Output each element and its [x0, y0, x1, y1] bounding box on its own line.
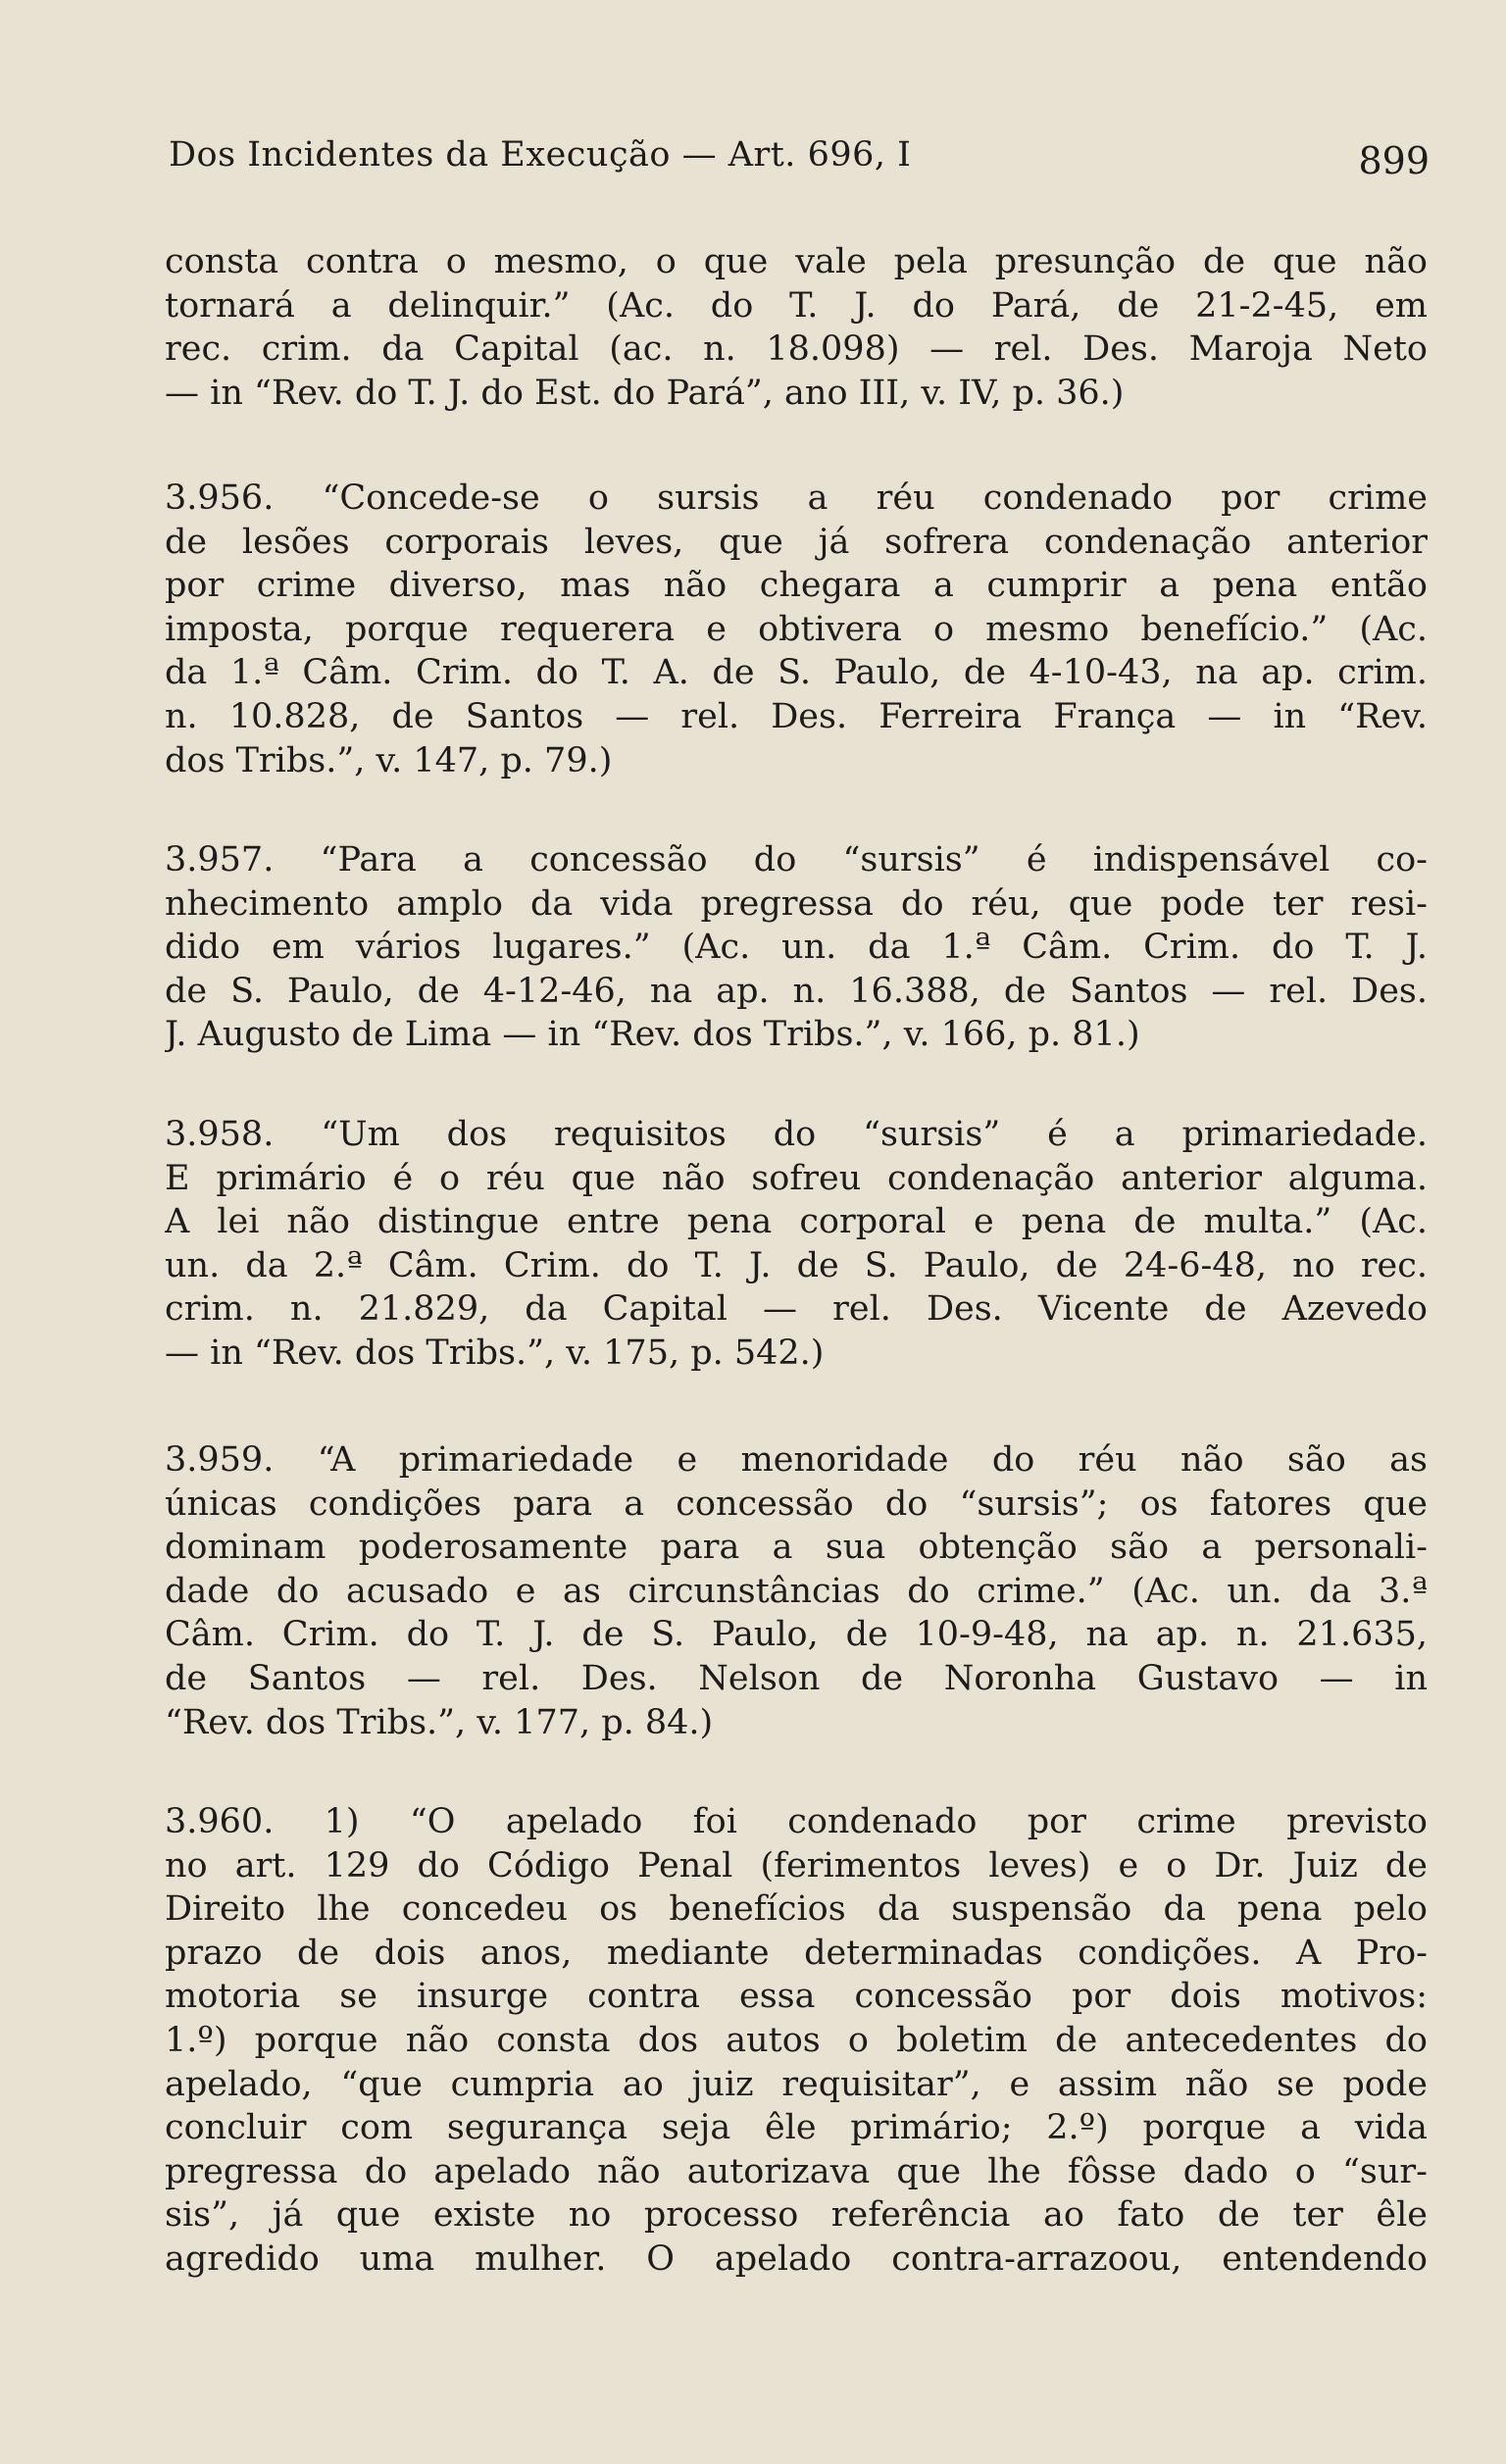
paragraph-3959 [165, 1438, 1428, 1744]
text-line: “Rev. dos Tribs.”, v. 177, p. 84.) [165, 1702, 714, 1742]
text-line: tornará a delinquir.” (Ac. do T. J. do Pará, de 21-2-45, em [165, 285, 1428, 326]
text-line: 1.º) porque não consta dos autos o boletim de antecedentes do [165, 2020, 1428, 2060]
paragraph-continuation [165, 240, 1428, 415]
text-line: A lei não distingue entre pena corporal e pena de multa.” (Ac. [165, 1202, 1428, 1242]
text-line: 3.957. “Para a concessão do “sursis” é indispensável co- [165, 840, 1428, 880]
paragraph-3958 [165, 1113, 1428, 1376]
text-line: concluir com segurança seja êle primário; 2.º) porque a vida [165, 2108, 1428, 2148]
paragraph-3960 [165, 1800, 1428, 2282]
text-line: dominam poderosamente para a sua obtenção são a personali- [165, 1528, 1428, 1568]
text-line: consta contra o mesmo, o que vale pela presunção de que não [165, 242, 1428, 281]
text-line: de S. Paulo, de 4-12-46, na ap. n. 16.388, de Santos — rel. Des. [165, 971, 1428, 1011]
text-line: J. Augusto de Lima — in “Rev. dos Tribs.”, v. 166, p. 81.) [165, 1015, 1140, 1055]
paragraph-3956 [165, 477, 1428, 782]
text-line: Direito lhe concedeu os benefícios da suspensão da pena pelo [165, 1889, 1428, 1930]
text-line: no art. 129 do Código Penal (ferimentos leves) e o Dr. Juiz de [165, 1845, 1428, 1886]
text-line: de Santos — rel. Des. Nelson de Noronha Gustavo — in [165, 1658, 1428, 1698]
text-line: apelado, “que cumpria ao juiz requisitar”, e assim não se pode [165, 2064, 1428, 2104]
text-line: únicas condições para a concessão do “sursis”; os fatores que [165, 1483, 1428, 1524]
text-line: rec. crim. da Capital (ac. n. 18.098) — rel. Des. Maroja Neto [165, 329, 1428, 370]
text-line: 3.956. “Concede-se o sursis a réu condenado por crime [165, 478, 1428, 518]
text-line: un. da 2.ª Câm. Crim. do T. J. de S. Paulo, de 24-6-48, no rec. [165, 1245, 1428, 1285]
text-line: dade do acusado e as circunstâncias do crime.” (Ac. un. da 3.ª [165, 1571, 1428, 1611]
text-line: crim. n. 21.829, da Capital — rel. Des. Vicente de Azevedo [165, 1289, 1428, 1330]
page-number: 899 [1358, 139, 1430, 182]
text-line: de lesões corporais leves, que já sofrera condenação anterior [165, 522, 1428, 562]
text-line: motoria se insurge contra essa concessão por dois motivos: [165, 1977, 1428, 2017]
text-line: Câm. Crim. do T. J. de S. Paulo, de 10-9-48, na ap. n. 21.635, [165, 1615, 1428, 1655]
running-title: Dos Incidentes da Execução — Art. 696, I [169, 135, 912, 175]
text-line: por crime diverso, mas não chegara a cumprir a pena então [165, 566, 1428, 606]
text-line: sis”, já que existe no processo referência ao fato de ter êle [165, 2195, 1428, 2236]
text-line: 3.960. 1) “O apelado foi condenado por crime previsto [165, 1802, 1428, 1841]
text-line: agredido uma mulher. O apelado contra-arrazoou, entendendo [165, 2238, 1428, 2279]
text-line: pregressa do apelado não autorizava que lhe fôsse dado o “sur- [165, 2151, 1428, 2191]
text-line: — in “Rev. dos Tribs.”, v. 175, p. 542.) [165, 1333, 825, 1373]
text-line: n. 10.828, de Santos — rel. Des. Ferreira França — in “Rev. [165, 696, 1428, 736]
text-line: — in “Rev. do T. J. do Est. do Pará”, ano III, v. IV, p. 36.) [165, 373, 1125, 413]
text-line: dos Tribs.”, v. 147, p. 79.) [165, 740, 613, 780]
text-line: prazo de dois anos, mediante determinadas condições. A Pro- [165, 1933, 1428, 1973]
page-header [169, 135, 1430, 194]
text-line: 3.959. “A primariedade e menoridade do réu não são as [165, 1440, 1428, 1480]
text-line: dido em vários lugares.” (Ac. un. da 1.ª Câm. Crim. do T. J. [165, 928, 1428, 968]
text-line: E primário é o réu que não sofreu condenação anterior alguma. [165, 1158, 1428, 1198]
paragraph-3957 [165, 838, 1428, 1057]
text-line: 3.958. “Um dos requisitos do “sursis” é a primariedade. [165, 1115, 1428, 1154]
text-line: da 1.ª Câm. Crim. do T. A. de S. Paulo, de 4-10-43, na ap. crim. [165, 653, 1428, 693]
text-line: nhecimento amplo da vida pregressa do réu, que pode ter resi- [165, 883, 1428, 924]
text-line: imposta, porque requerera e obtivera o mesmo benefício.” (Ac. [165, 609, 1428, 649]
